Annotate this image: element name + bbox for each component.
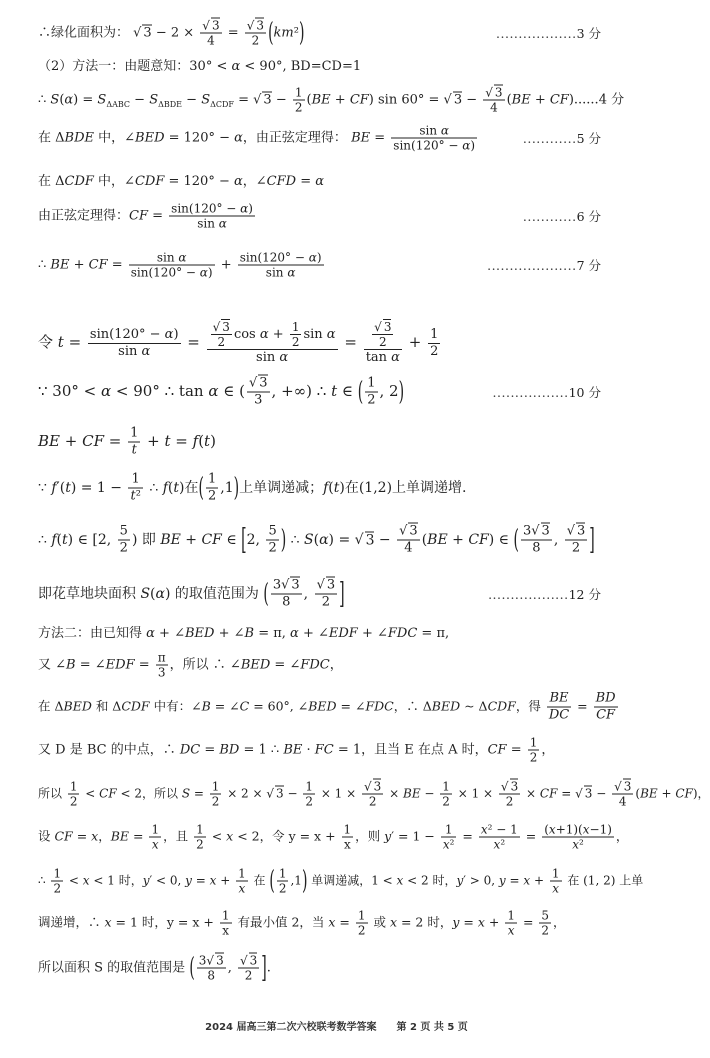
line-triangle-cdf: 在 ΔCDF 中，∠CDF = 120° − α，∠CFD = α (38, 174, 325, 189)
line-sine-rule-cf: 由正弦定理得：CF = $\frac{\sin(120^\circ - \alpha)}{\text{sin α}}$ ............6 分 (38, 201, 601, 231)
line-monotonic-y: ∴ $\frac{1}{2}$ < x < 1 时，y′ < 0, y = x + $\frac{1}{x}$ 在 ( $\frac{1}{2}$ ,1) 单调递减，1 < x < 2 时，y′ > 0, y = x + $\frac{1}{x}$ 在 (1, 2) 上单 (38, 865, 644, 897)
line-be-plus-cf: ∴ BE + CF = $\frac{\text{sin α}}{\sin(120^\circ - \alpha)}$ + $\frac{\sin(120^\circ - \alpha)}{\text{sin α}}$ ....................7 分 (38, 250, 601, 280)
line-midpoint: 又 D 是 BC 的中点，∴ DC = BD = 1 ∴ BE · FC = 1，且当 E 在点 A 时，CF = $\frac{1}{2}$ ， (38, 735, 555, 765)
line-conclusion-method-one: 即花草地块面积 S(α) 的取值范围为 ( $\frac{3√ 3}{8}$ , $\frac{√ 3}{2}$ ] ..................12 分 (38, 577, 601, 611)
line-range-of-t: ∵ 30° < α < 90° ∴ tan α ∈ ( $\frac{√ 3}{3}$ , +∞) ∴ t ∈ ( $\frac{1}{2}$ , 2) .................10 分 (38, 375, 601, 408)
line-substitution-t: 令 t = $\frac{\sin(120^\circ - \alpha)}{\text{sin α}}$ = $\frac{√ 3}{2}$ cos α + $\frac{1}{2}$ sin α sin α = $\frac{\frac{√ 3}{2}}{\text{tan α}}$ + $\frac{1}{2}$ (38, 320, 439, 365)
line-area-formula-two: 所以 $\frac{1}{2}$ < CF < 2，所以 S = $\frac{1}{2}$ × 2 × √ 3 − $\frac{1}{2}$ × 1 × $\frac{√ 3}{2}$ × BE − $\frac{1}{2}$ × 1 × $\frac{√ 3}{2}$ × CF = √ 3 − $\frac{√ 3}{4}$ (BE + CF)， (38, 779, 710, 809)
line-monotonicity: ∵ f′(t) = 1 − $\frac{1}{\text{t²}}$ ∴ f(t)在( $\frac{1}{2}$ ,1)上单调递减；f(t)在(1,2)上单调递增. (38, 471, 467, 504)
line-method-two-start: 方法二：由已知得 α + ∠BED + ∠B = π, α + ∠EDF + ∠FDC = π, (38, 626, 450, 641)
line-derivative: 设 CF = x，BE = $\frac{1}{x}$ ，且 $\frac{1}{2}$ < x < 2，令 y = x + $\frac{1}{x}$ ，则 y′ = 1 − $\frac{1}{\text{x²}}$ = $\frac{\text{x² − 1}}{\text{x²}}$ = $\frac{(x+1)(x-1)}{\text{x²}}$ ， (38, 822, 629, 852)
line-sine-rule-be: 在 ΔBDE 中，∠BED = 120° − α，由正弦定理得： BE = $\frac{\text{sin α}}{\sin(120^\circ - \alpha)}$ ............5 分 (38, 123, 601, 153)
line-minimum: 调递增，∴ x = 1 时，y = x + $\frac{1}{x}$ 有最小值 2，当 x = $\frac{1}{2}$ 或 x = 2 时，y = x + $\frac{1}{x}$ = $\frac{5}{2}$ ， (38, 908, 566, 938)
page-footer: 2024 届高三第二次六校联考数学答案 第 2 页 共 5 页 (205, 1022, 468, 1033)
line-similar-triangles: 在 ΔBED 和 ΔCDF 中有：∠B = ∠C = 60°, ∠BED = ∠FDC，∴ ΔBED ∼ ΔCDF，得 $\frac{BE}{DC}$ = $\frac{BD}{CF}$ (38, 690, 616, 723)
line-define-f: BE + CF = $\frac{1}{t}$ + t = f(t) (38, 425, 216, 458)
line-range-s: ∴ f(t) ∈ [2, $\frac{5}{2}$ ) 即 BE + CF ∈ [2, $\frac{5}{2}$ ) ∴ S(α) = √ 3 − $\frac{√ 3}{4}$ (BE + CF) ∈ ( $\frac{3√ 3}{8}$ , $\frac{√ 3}{2}$ ] (38, 523, 595, 557)
line-area-expression: ∴ $S(\alpha) = S_{\Delta ABC} - S_{\Delta BDE} - S_{\Delta CDF}$ = √ 3 − $\frac{1}{2}$ (BE + CF) sin 60° = √ 3 − $\frac{√ 3}{4}$ (BE + CF)......4 分 (38, 85, 625, 115)
line-angle-equality: 又 ∠B = ∠EDF = $\frac{\pi}{3}$ ，所以 ∴ ∠BED = ∠FDC， (38, 650, 343, 680)
line-method-one-condition: （2）方法一：由题意知：30° < α < 90°, BD=CD=1 (38, 59, 362, 74)
line-conclusion-method-two: 所以面积 S 的取值范围是 ( $\frac{3√ 3}{8}$ , $\frac{√ 3}{2}$ ]. (38, 951, 271, 985)
line-green-area: ∴绿化面积为： √ 3 − 2 × $\frac{√ 3}{4}$ = $\frac{√ 3}{2}$ (km²) ..................3 分 (38, 17, 601, 49)
